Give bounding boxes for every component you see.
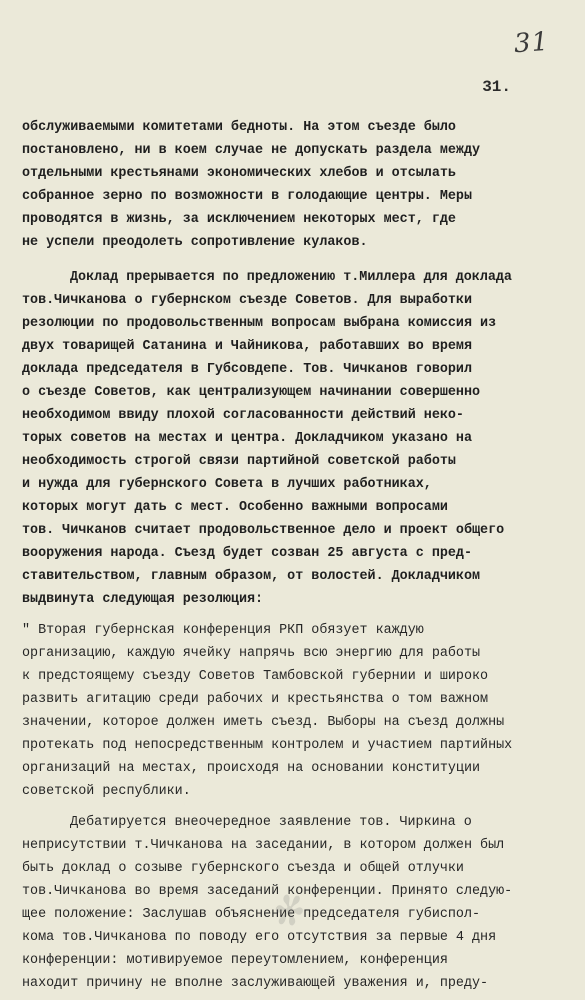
paragraph-2 [22, 266, 562, 611]
text-line: доклада председателя в Губсовдепе. Тов. Чичканов говорил [22, 362, 472, 377]
paragraph-1 [22, 116, 562, 254]
text-line: развить агитацию среди рабочих и крестьянства о том важном [22, 692, 489, 707]
text-line: проводятся в жизнь, за исключением некоторых мест, где [22, 212, 456, 227]
text-line: тов. Чичканов считает продовольственное дело и проект общего [22, 523, 505, 538]
text-line: тов.Чичканова о губернском съезде Советов. Для выработки [22, 293, 472, 308]
text-line: которых могут дать с мест. Особенно важными вопросами [22, 500, 448, 515]
paragraph-4 [22, 811, 562, 995]
resolution-quote [22, 619, 562, 803]
text-line: неприсутствии т.Чичканова на заседании, в котором должен был [22, 838, 505, 853]
text-line: постановлено, ни в коем случае не допускать раздела между [22, 143, 481, 158]
text-line: конференции: мотивируемое переутомлением, конференция [22, 953, 448, 968]
paragraph-gap [22, 611, 562, 619]
text-line: кома тов.Чичканова по поводу его отсутствия за первые 4 дня [22, 930, 497, 945]
text-line: отдельными крестьянами экономических хлебов и отсылать [22, 166, 456, 181]
text-line: значении, которое должен иметь съезд. Выборы на съезд должны [22, 715, 505, 730]
text-line: ставительством, главным образом, от волостей. Докладчиком [22, 569, 481, 584]
text-line: протекать под непосредственным контролем и участием партийных [22, 738, 513, 753]
text-line: торых советов на местах и центра. Докладчиком указано на [22, 431, 472, 446]
text-line: необходимость строгой связи партийной советской работы [22, 454, 456, 469]
text-line: Доклад прерывается по предложению т.Миллера для доклада [70, 270, 512, 285]
text-line: быть доклад о созыве губернского съезда и общей отлучки [22, 861, 464, 876]
text-line: " Вторая губернская конференция РКП обязует каждую [22, 623, 424, 638]
document-body [22, 116, 562, 995]
text-line: Дебатируется внеочередное заявление тов. Чиркина о [70, 815, 472, 830]
text-line: собранное зерно по возможности в голодающие центры. Меры [22, 189, 472, 204]
text-line: резолюции по продовольственным вопросам выбрана комиссия из [22, 316, 497, 331]
text-line: обслуживаемыми комитетами бедноты. На этом съезде было [22, 120, 456, 135]
page-number: 31. [482, 78, 511, 96]
paragraph-gap [22, 803, 562, 811]
text-line: вооружения народа. Съезд будет созван 25 августа с пред- [22, 546, 472, 561]
text-line: и нужда для губернского Совета в лучших работниках, [22, 477, 432, 492]
text-line: о съезде Советов, как централизующем начинании совершенно [22, 385, 481, 400]
text-line: не успели преодолеть сопротивление кулаков. [22, 235, 368, 250]
text-line: находит причину не вполне заслуживающей уважения и, преду- [22, 976, 489, 991]
text-line: к предстоящему съезду Советов Тамбовской губернии и широко [22, 669, 489, 684]
text-line: организацию, каждую ячейку напрячь всю энергию для работы [22, 646, 481, 661]
text-line: двух товарищей Сатанина и Чайникова, работавших во время [22, 339, 472, 354]
text-line: выдвинута следующая резолюция: [22, 592, 264, 607]
text-line: необходимом ввиду плохой согласованности действий неко- [22, 408, 464, 423]
archive-folio-number: 31 [512, 26, 551, 60]
paragraph-gap [22, 254, 562, 266]
text-line: советской республики. [22, 784, 191, 799]
text-line: организаций на местах, происходя на основании конституции [22, 761, 481, 776]
text-line: щее положение: Заслушав объяснение председателя губиспол- [22, 907, 481, 922]
text-line: тов.Чичканова во время заседаний конференции. Принято следую- [22, 884, 513, 899]
archive-watermark: ✻ [261, 884, 313, 942]
